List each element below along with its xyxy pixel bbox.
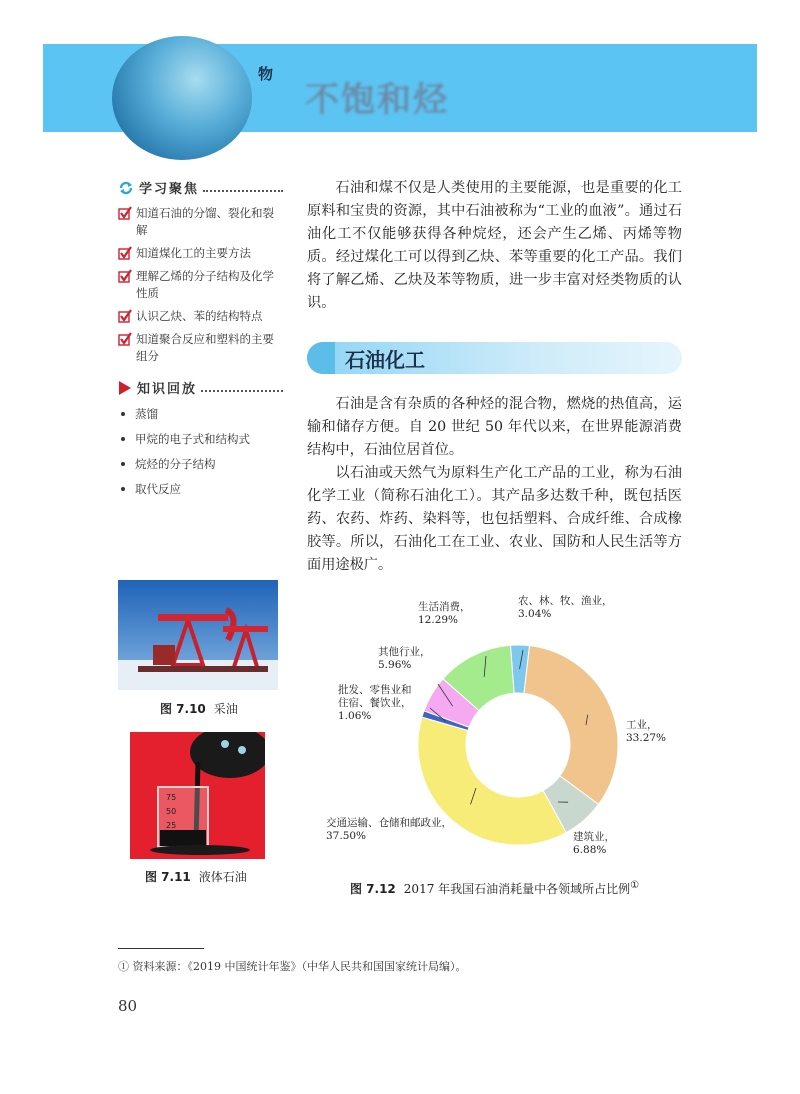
- cycle-icon: [118, 180, 134, 196]
- review-item: 取代反应: [118, 481, 283, 497]
- paragraph: 石油是含有杂质的各种烃的混合物，燃烧的热值高，运输和储存方便。自 20 世纪 50 年代以来，在世界能源消费结构中，石油位居首位。: [307, 396, 682, 458]
- paragraph: 以石油或天然气为原料生产化工产品的工业，称为石油化学工业（简称石油化工）。其产品多达数千种，既包括医药、农药、炸药、染料等，也包括塑料、合成纤维、合成橡胶等。所以，石油化工在工业、农业、国防和人民生活等方面用途极广。: [307, 465, 682, 573]
- donut-slice: [524, 646, 618, 805]
- slice-category-label: 其他行业，: [378, 646, 431, 658]
- goal-item: 认识乙炔、苯的结构特点: [118, 308, 283, 325]
- section-title: 石油化工: [345, 348, 425, 372]
- goal-item: 理解乙烯的分子结构及化学性质: [118, 268, 283, 302]
- slice-percent-label: 6.88%: [573, 844, 607, 856]
- page-number: 80: [118, 997, 138, 1015]
- beaker-mark: 50: [166, 807, 177, 816]
- learning-focus-panel: [118, 178, 283, 365]
- liquid-oil-photo: [130, 732, 265, 859]
- footnote: ① 资料来源：《2019 中国统计年鉴》（中华人民共和国国家统计局编）。: [118, 960, 467, 973]
- figure-7-12-caption: 图 7.12 2017 年我国石油消耗量中各领域所占比例①: [350, 880, 640, 896]
- knowledge-review-heading: 知识回放: [118, 378, 283, 397]
- slice-category-label: 交通运输、仓储和邮政业，: [326, 817, 452, 829]
- beaker-mark: 75: [166, 793, 177, 802]
- slice-category-label: 建筑业，: [573, 831, 615, 843]
- slice-category-label: 批发、零售业和: [338, 684, 412, 696]
- checkbox-checked-icon: [118, 246, 132, 260]
- review-item: 烷烃的分子结构: [118, 456, 283, 472]
- checkbox-checked-icon: [118, 269, 132, 283]
- slice-percent-label: 3.04%: [518, 608, 552, 620]
- bullet-icon: [121, 487, 125, 491]
- footnote-rule: [118, 948, 204, 949]
- section-heading-tab: [307, 342, 335, 374]
- chapter-title: 不饱和烃: [305, 80, 449, 120]
- intro-text: 石油和煤不仅是人类使用的主要能源，也是重要的化工原料和宝贵的资源，其中石油被称为“工业的血液”。通过石油化工不仅能够获得各种烷烃，还会产生乙烯、丙烯等物质。经过煤化工可以得到乙炔、苯等重要的化工产品。我们将了解乙烯、乙炔及苯等物质，进一步丰富对烃类物质的认识。: [307, 180, 682, 311]
- slice-category-label: 工业，: [626, 719, 658, 731]
- section-text: [307, 393, 682, 577]
- slice-percent-label: 12.29%: [418, 614, 459, 626]
- slice-category-label: 住宿、餐饮业，: [338, 697, 412, 709]
- banner-chapter-fragment: 物: [258, 65, 274, 83]
- oil-consumption-donut-chart: [318, 590, 698, 880]
- figure-7-10-caption: 图 7.10 采油: [160, 702, 238, 716]
- review-item: 甲烷的电子式和结构式: [118, 431, 283, 447]
- checkbox-checked-icon: [118, 206, 132, 220]
- bullet-icon: [121, 462, 125, 466]
- review-item: 蒸馏: [118, 406, 283, 422]
- slice-percent-label: 33.27%: [626, 732, 667, 744]
- checkbox-checked-icon: [118, 309, 132, 323]
- slice-percent-label: 5.96%: [378, 659, 412, 671]
- slice-percent-label: 1.06%: [338, 710, 372, 722]
- slice-category-label: 生活消费，: [418, 601, 471, 613]
- goal-item: 知道聚合反应和塑料的主要组分: [118, 331, 283, 365]
- bullet-icon: [121, 412, 125, 416]
- banner-decorative-circle: [112, 36, 252, 160]
- figure-7-11-caption: 图 7.11 液体石油: [145, 870, 247, 884]
- goal-item: 知道石油的分馏、裂化和裂解: [118, 205, 283, 239]
- oil-pump-photo: [118, 580, 278, 690]
- bullet-icon: [121, 437, 125, 441]
- slice-category-label: 农、林、牧、渔业，: [518, 595, 613, 607]
- goal-item: 知道煤化工的主要方法: [118, 245, 283, 262]
- play-arrow-icon: [118, 380, 132, 396]
- slice-percent-label: 37.50%: [326, 830, 367, 842]
- checkbox-checked-icon: [118, 332, 132, 346]
- knowledge-review-panel: [118, 378, 283, 497]
- beaker-mark: 25: [166, 821, 177, 830]
- learning-focus-heading: 学习聚焦: [118, 178, 283, 197]
